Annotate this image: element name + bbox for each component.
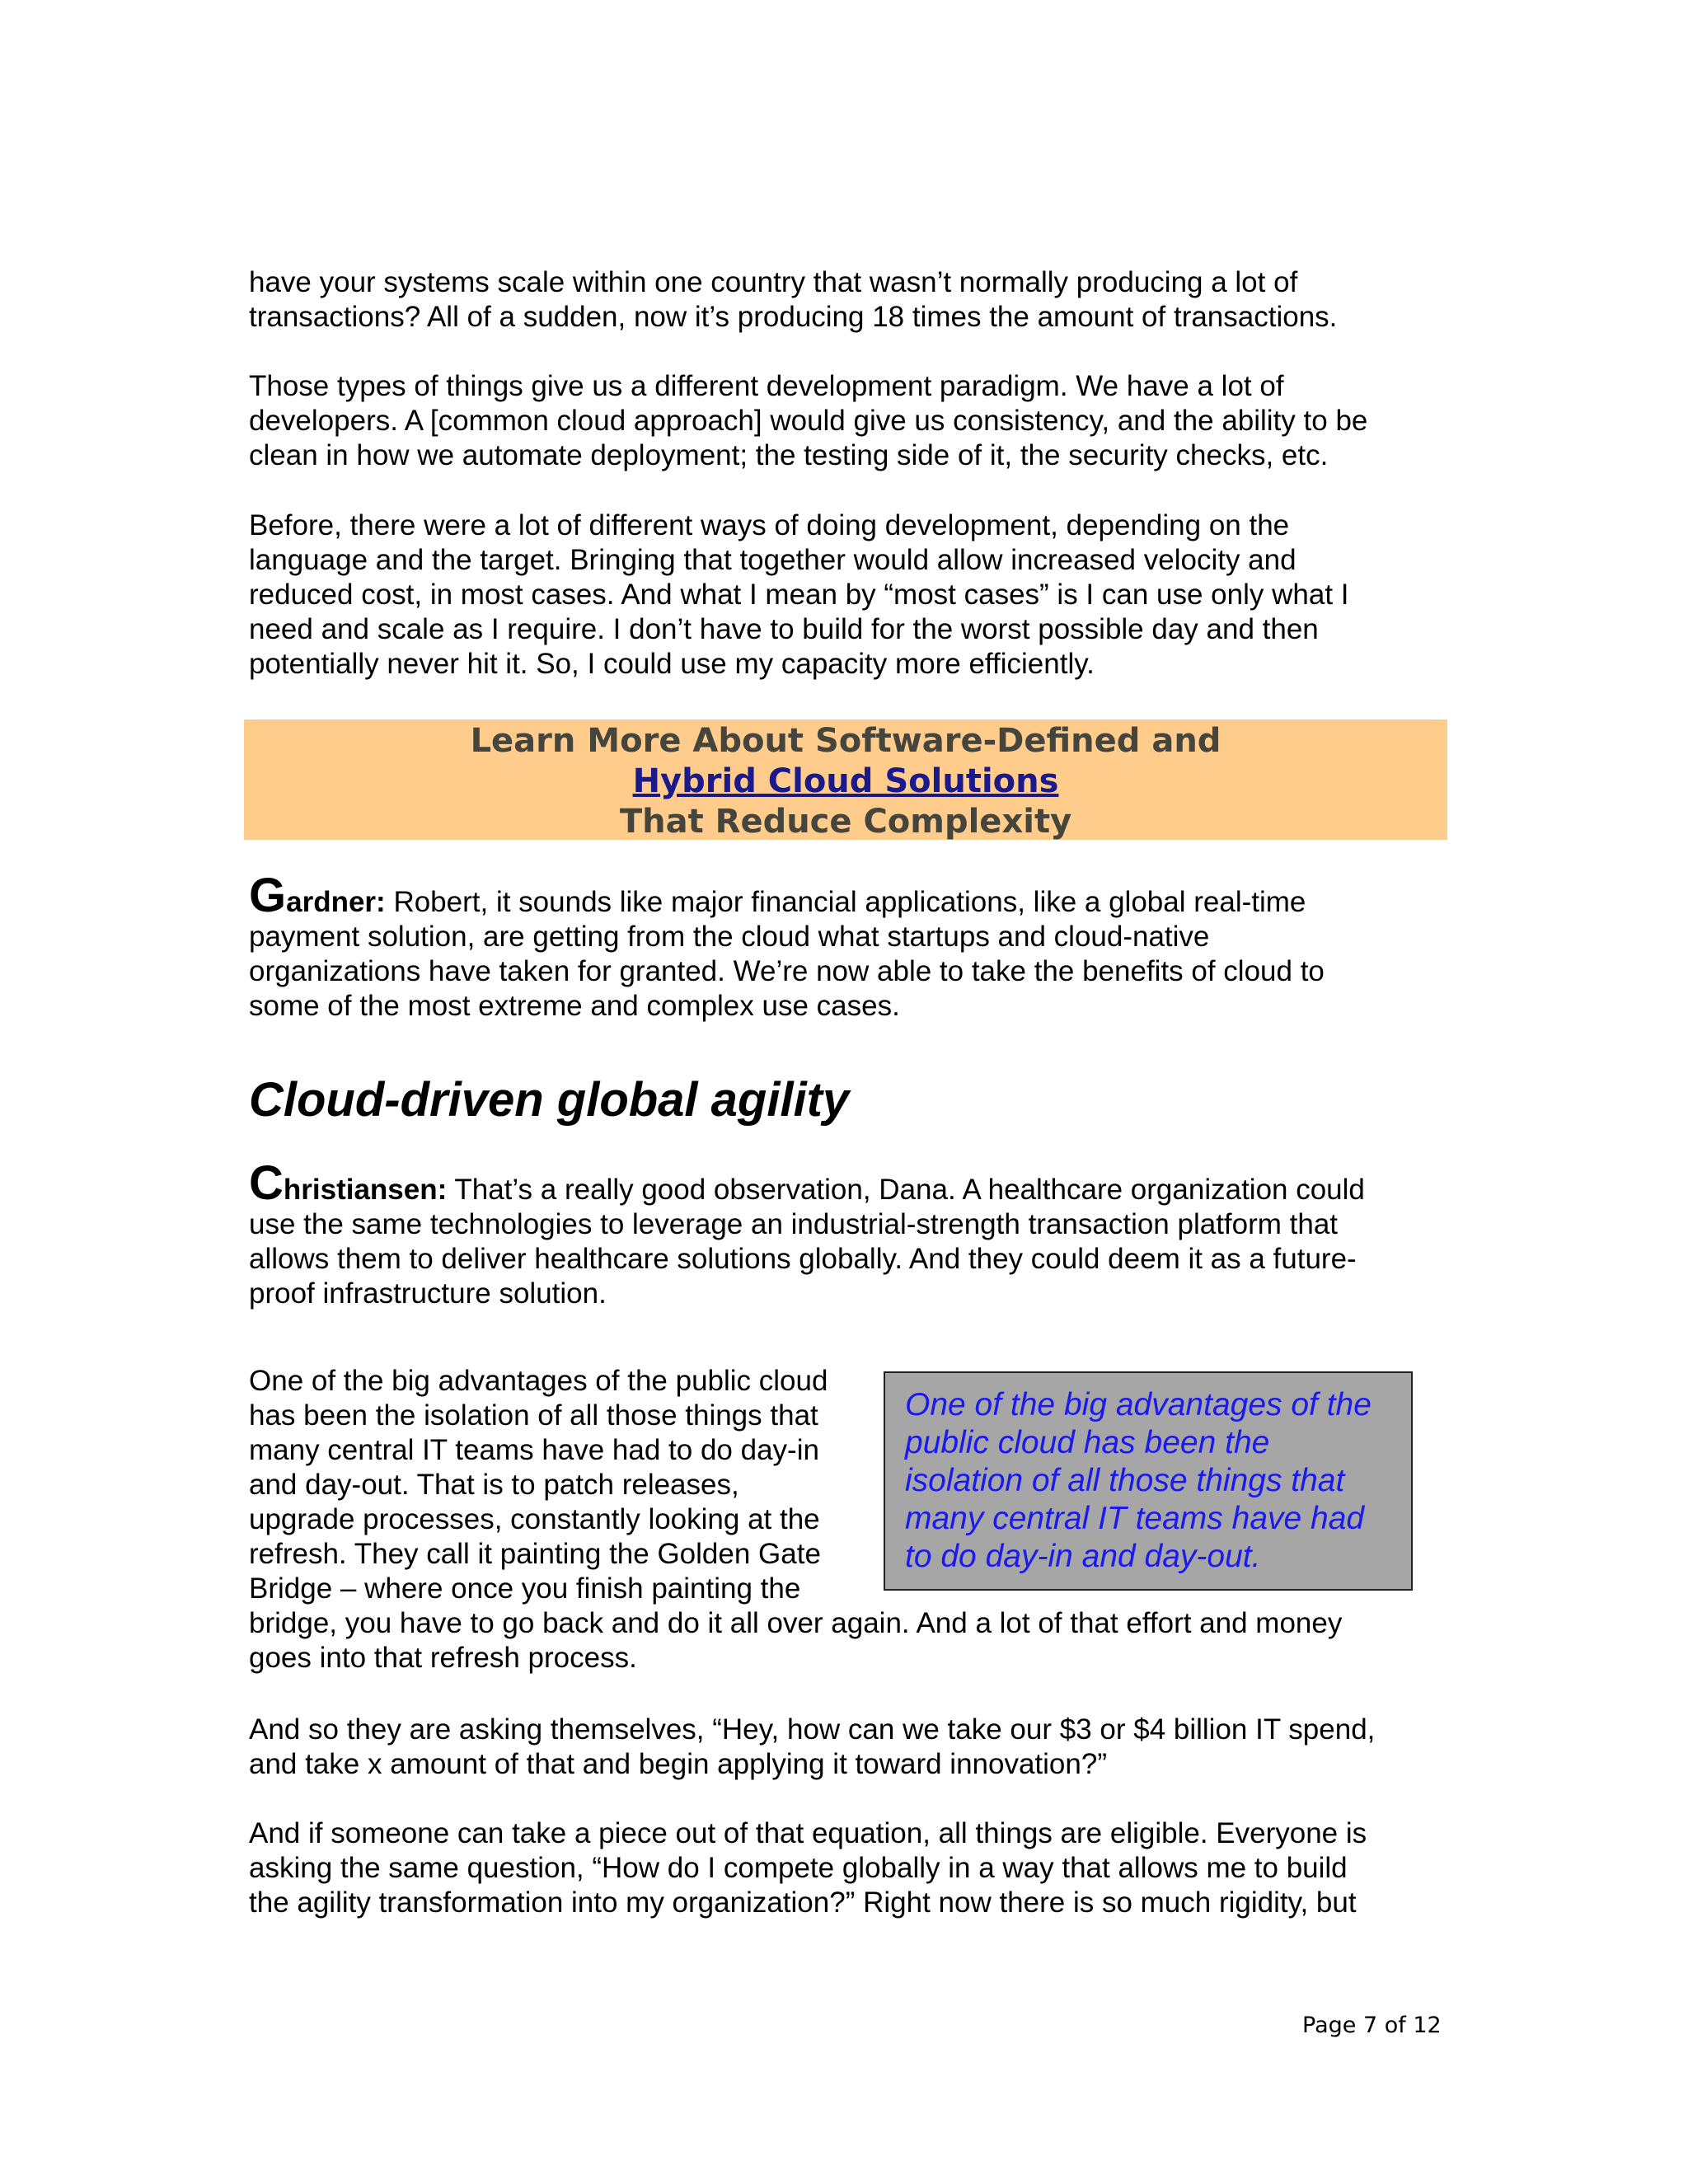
hybrid-cloud-link[interactable]: Hybrid Cloud Solutions <box>632 762 1059 800</box>
text-line: organizations have taken for granted. We’re now able to take the benefits of cloud to <box>249 955 1325 987</box>
speaker-name: hristiansen: <box>283 1174 448 1206</box>
pull-quote-line: many central IT teams have had <box>905 1501 1365 1536</box>
paragraph-paradigm <box>249 369 1452 473</box>
text-line: reduced cost, in most cases. And what I mean by “most cases” is I can use only what I <box>249 579 1349 611</box>
pull-quote-line: to do day-in and day-out. <box>905 1539 1261 1574</box>
text-line: One of the big advantages of the public cloud <box>249 1365 828 1397</box>
text-line: Bridge – where once you finish painting the <box>249 1572 801 1605</box>
text-line: payment solution, are getting from the cloud what startups and cloud-native <box>249 921 1210 953</box>
text-line: use the same technologies to leverage an industrial-strength transaction platform that <box>249 1208 1339 1240</box>
speaker-name: ardner: <box>286 886 386 918</box>
pull-quote-line: One of the big advantages of the <box>905 1387 1372 1422</box>
text-line: asking the same question, “How do I compete globally in a way that allows me to build <box>249 1852 1348 1884</box>
section-heading: Cloud-driven global agility <box>249 1073 850 1127</box>
text-line: some of the most extreme and complex use cases. <box>249 990 900 1022</box>
text-line: and take x amount of that and begin applying it toward innovation?” <box>249 1748 1107 1780</box>
paragraph-equation <box>249 1816 1452 1920</box>
text-line: need and scale as I require. I don’t have to build for the worst possible day and then <box>249 613 1319 645</box>
dropcap: C <box>249 1156 284 1210</box>
learn-more-callout <box>244 719 1447 840</box>
text-line: potentially never hit it. So, I could use my capacity more efficiently. <box>249 648 1095 680</box>
text-line: Before, there were a lot of different ways of doing development, depending on the <box>249 509 1290 541</box>
text-line: language and the target. Bringing that together would allow increased velocity and <box>249 544 1296 576</box>
text-line: upgrade processes, constantly looking at the <box>249 1503 820 1535</box>
paragraph-gardner <box>249 869 1452 1024</box>
text-line: And so they are asking themselves, “Hey, how can we take our $3 or $4 billion IT spend, <box>249 1713 1376 1746</box>
text-line: Robert, it sounds like major financial applications, like a global real-time <box>385 886 1306 918</box>
text-line: clean in how we automate deployment; the testing side of it, the security checks, etc. <box>249 439 1329 471</box>
pull-quote <box>884 1371 1413 1591</box>
pull-quote-line: public cloud has been the <box>905 1425 1270 1460</box>
text-line: has been the isolation of all those things that <box>249 1399 818 1432</box>
text-line: proof infrastructure solution. <box>249 1277 607 1310</box>
paragraph-before <box>249 509 1452 682</box>
text-line: allows them to deliver healthcare solutions globally. And they could deem it as a future- <box>249 1243 1357 1275</box>
text-line: Those types of things give us a different development paradigm. We have a lot of <box>249 370 1284 402</box>
paragraph-spend <box>249 1713 1452 1782</box>
text-line: refresh. They call it painting the Golden Gate <box>249 1538 821 1570</box>
paragraph-christiansen <box>249 1156 1452 1311</box>
dropcap: G <box>249 869 287 922</box>
pull-quote-line: isolation of all those things that <box>905 1463 1345 1498</box>
paragraph-scale <box>249 265 1452 335</box>
text-line: the agility transformation into my organization?” Right now there is so much rigidity, but <box>249 1886 1357 1919</box>
text-line: bridge, you have to go back and do it all over again. And a lot of that effort and money <box>249 1607 1343 1639</box>
page-number: Page 7 of 12 <box>1302 2013 1442 2038</box>
text-line: And if someone can take a piece out of that equation, all things are eligible. Everyone is <box>249 1817 1367 1849</box>
text-line: goes into that refresh process. <box>249 1642 637 1674</box>
text-line: transactions? All of a sudden, now it’s producing 18 times the amount of transactions. <box>249 301 1338 333</box>
text-line: and day-out. That is to patch releases, <box>249 1469 739 1501</box>
text-line: developers. A [common cloud approach] would give us consistency, and the ability to be <box>249 405 1368 437</box>
callout-line3: That Reduce Complexity <box>619 803 1072 841</box>
text-line: have your systems scale within one country that wasn’t normally producing a lot of <box>249 266 1298 298</box>
callout-line1: Learn More About Software-Defined and <box>470 722 1221 760</box>
text-line: That’s a really good observation, Dana. A healthcare organization could <box>447 1174 1365 1206</box>
text-line: many central IT teams have had to do day-in <box>249 1434 819 1466</box>
